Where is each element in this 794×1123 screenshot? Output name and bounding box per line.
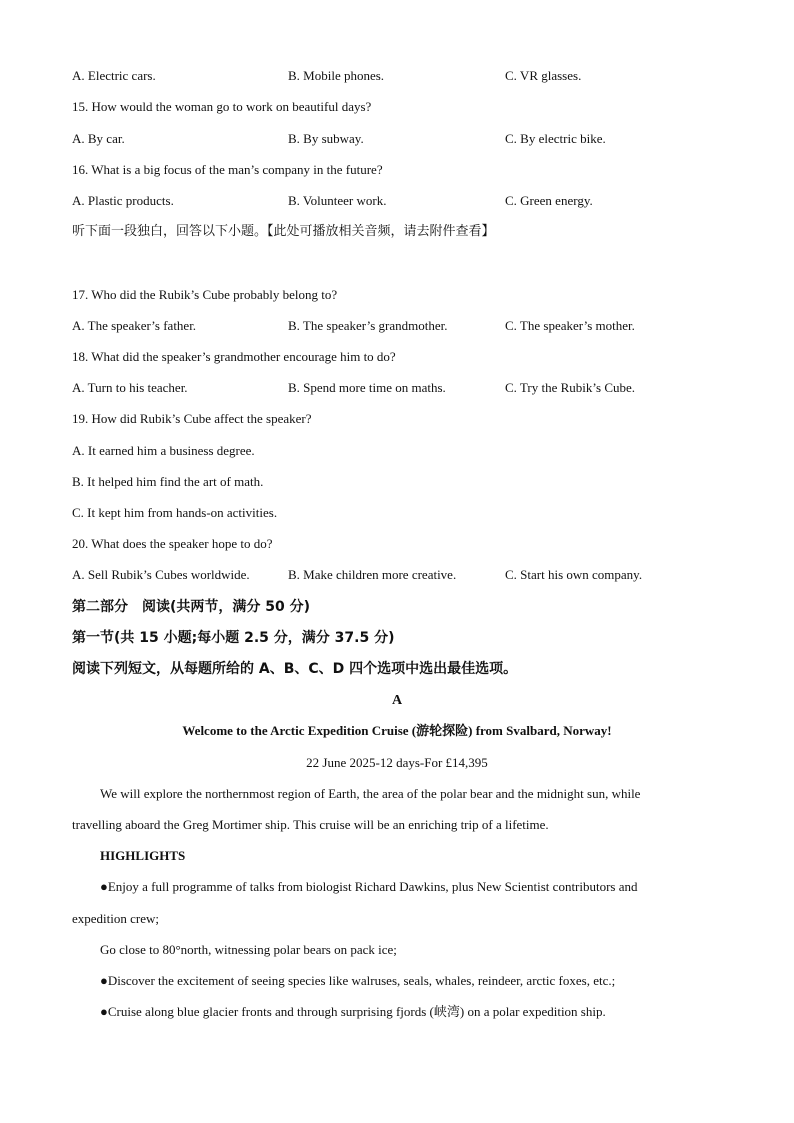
passage-label: A <box>391 693 403 708</box>
q20-option-b: B. Make children more creative. <box>288 567 457 582</box>
q19-option-b: B. It helped him find the art of math. <box>72 474 264 489</box>
q17-options <box>72 316 732 336</box>
section1-title: 第一节(共 15 小题;每小题 2.5 分，满分 37.5 分) <box>72 630 395 646</box>
q19-question: 19. How did Rubik’s Cube affect the speaker? <box>72 411 312 426</box>
highlights-heading: HIGHLIGHTS <box>100 848 186 863</box>
q18-option-a: A. Turn to his teacher. <box>72 380 188 395</box>
q15-option-a: A. By car. <box>72 131 125 146</box>
part2-title: 第二部分 阅读(共两节，满分 50 分) <box>72 599 311 615</box>
q19-option-c: C. It kept him from hands-on activities. <box>72 505 278 520</box>
q17-option-a: A. The speaker’s father. <box>72 318 197 333</box>
q14-options <box>72 66 732 86</box>
q14-option-b: B. Mobile phones. <box>288 68 385 83</box>
q20-options <box>72 565 732 585</box>
q20-question: 20. What does the speaker hope to do? <box>72 536 273 551</box>
q15-option-c: C. By electric bike. <box>505 131 606 146</box>
q20-option-c: C. Start his own company. <box>505 567 643 582</box>
passage-title: Welcome to the Arctic Expedition Cruise (游轮探险) from Svalbard, Norway! <box>182 723 612 738</box>
passage-para1-line1: We will explore the northernmost region of Earth, the area of the polar bear and the midnight sun, while <box>100 786 641 801</box>
q18-option-b: B. Spend more time on maths. <box>288 380 446 395</box>
q15-question: 15. How would the woman go to work on beautiful days? <box>72 99 372 114</box>
highlight-1-line1: ●Enjoy a full programme of talks from biologist Richard Dawkins, plus New Scientist contributors and <box>100 879 638 894</box>
passage-subtitle: 22 June 2025-12 days-For £14,395 <box>306 755 488 770</box>
q20-option-a: A. Sell Rubik’s Cubes worldwide. <box>72 567 250 582</box>
highlight-2: Go close to 80°north, witnessing polar bears on pack ice; <box>100 942 397 957</box>
q15-options <box>72 129 732 149</box>
q16-option-c: C. Green energy. <box>505 193 593 208</box>
q16-option-b: B. Volunteer work. <box>288 193 387 208</box>
q16-option-a: A. Plastic products. <box>72 193 174 208</box>
q16-options <box>72 191 732 211</box>
q18-question: 18. What did the speaker’s grandmother encourage him to do? <box>72 349 396 364</box>
monologue-instruction: 听下面一段独白，回答以下小题。【此处可播放相关音频，请去附件查看】 <box>72 224 495 239</box>
q18-option-c: C. Try the Rubik’s Cube. <box>505 380 636 395</box>
passage-para1-line2: travelling aboard the Greg Mortimer ship. This cruise will be an enriching trip of a lifetime. <box>72 817 549 832</box>
q15-option-b: B. By subway. <box>288 131 364 146</box>
q17-question: 17. Who did the Rubik’s Cube probably belong to? <box>72 287 338 302</box>
q18-options <box>72 378 732 398</box>
q14-option-c: C. VR glasses. <box>505 68 582 83</box>
q17-option-c: C. The speaker’s mother. <box>505 318 635 333</box>
q19-option-a: A. It earned him a business degree. <box>72 443 255 458</box>
highlight-1-line2: expedition crew; <box>72 911 159 926</box>
q17-option-b: B. The speaker’s grandmother. <box>288 318 448 333</box>
q16-question: 16. What is a big focus of the man’s company in the future? <box>72 162 383 177</box>
reading-instruction: 阅读下列短文，从每题所给的 A、B、C、D 四个选项中选出最佳选项。 <box>72 661 518 677</box>
highlight-3: ●Discover the excitement of seeing species like walruses, seals, whales, reindeer, arctic foxes, etc.; <box>100 973 616 988</box>
highlight-4: ●Cruise along blue glacier fronts and through surprising fjords (峡湾) on a polar expedition ship. <box>100 1004 606 1019</box>
q14-option-a: A. Electric cars. <box>72 68 156 83</box>
